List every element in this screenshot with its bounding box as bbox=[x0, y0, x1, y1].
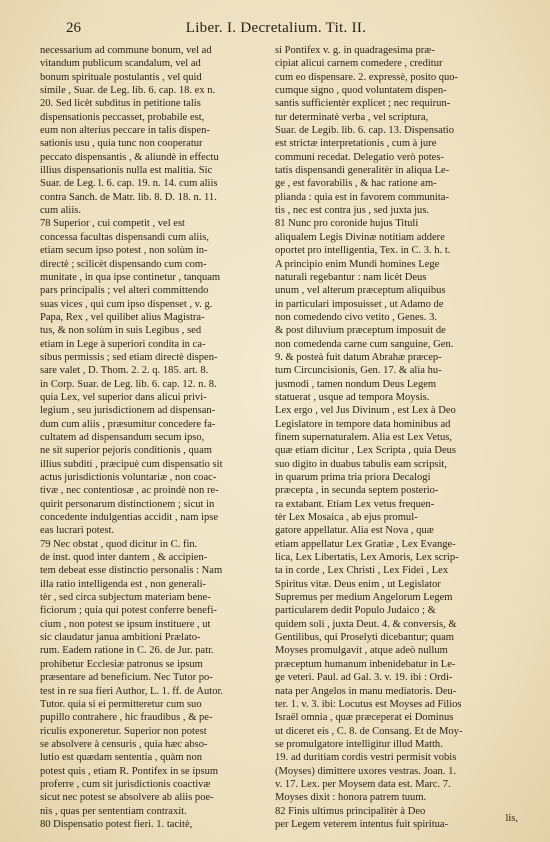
text-line: test in re sua fieri Author, L. 1. ff. de Autor. bbox=[40, 685, 224, 697]
text-line: quæ etiam dicitur , Lex Scripta , quia Deus bbox=[275, 445, 457, 457]
text-line: in particulari imposuisset , ut Adamo de bbox=[275, 298, 444, 310]
text-line: directè ; scilicèt dispensando cum com- bbox=[40, 258, 207, 270]
text-line: etiam appellatur Lex Gratiæ , Lex Evange- bbox=[275, 538, 456, 550]
text-line: Suar. de Leg. l. 6. cap. 19. n. 14. cum aliis bbox=[40, 178, 218, 190]
text-line: naturali regebantur : nam licèt Deus bbox=[275, 271, 427, 283]
text-line: tivæ , nec contentiosæ , ac proindè non re- bbox=[40, 485, 219, 497]
text-line: se absolvere à censuris , quia hæc abso- bbox=[40, 738, 208, 750]
text-line: gatore appellatur. Alia est Nova , quæ bbox=[275, 525, 434, 537]
text-line: sare valet , D. Thom. 2. 2. q. 185. art. 8. bbox=[40, 365, 209, 377]
text-line: præsentare ad beneficium. Nec Tutor po- bbox=[40, 672, 213, 684]
text-line: oportet pro intelligentia, Tex. in C. 3. h. t. bbox=[275, 245, 451, 257]
text-line: lutio est quædam sententia , quàm non bbox=[40, 752, 202, 764]
text-line: contra Sanch. de Matr. lib. 8. D. 18. n. 11. bbox=[40, 191, 217, 203]
text-line: eas lucrari potest. bbox=[40, 525, 115, 537]
page-number: 26 bbox=[66, 20, 81, 36]
text-line: etiam secum ipso potest , non solùm in- bbox=[40, 245, 208, 257]
text-line: 80 Dispensatio potest fieri. 1. tacitè, bbox=[40, 818, 193, 830]
text-line: proferre , cum sit jurisdictionis coactivæ bbox=[40, 778, 211, 790]
text-line: vitandum publicum scandalum, vel ad bbox=[40, 58, 201, 70]
text-line: riculis exponeretur. Superior non potest bbox=[40, 725, 207, 737]
text-line: peccato dispensantis , & aliundè in effectu bbox=[40, 151, 219, 163]
text-line: Moyses dixit : honora patrem tuum. bbox=[275, 792, 427, 804]
text-line: non comedendo civo vetito , Genes. 3. bbox=[275, 311, 437, 323]
text-line: cum aliis. bbox=[40, 205, 82, 217]
text-line: concedente indulgentias accidit , nam ipse bbox=[40, 512, 219, 524]
text-line: dispensationis peccasset, probabile est, bbox=[40, 111, 205, 123]
text-line: v. 17. Lex. per Moysem data est. Marc. 7. bbox=[275, 778, 451, 790]
text-line: simile , Suar. de Leg. lib. 6. cap. 18. ex n. bbox=[40, 85, 216, 97]
text-line: tèr , sed circa subjectum materiam bene- bbox=[40, 592, 211, 604]
text-line: actus jurisdictionis voluntariæ , non coac- bbox=[40, 472, 217, 483]
text-line: etiam in Lege à superiori condita in ca- bbox=[40, 338, 206, 350]
page-header bbox=[28, 20, 524, 40]
text-line: illius subditi , præcipuè cum dispensatio sit bbox=[40, 458, 223, 470]
text-line: se promulgatore intelligitur illud Matth. bbox=[275, 738, 443, 750]
text-line: rum. Eadem ratione in C. 26. de Jur. patr. bbox=[40, 645, 214, 657]
text-line: per Legem veterem intentus fuit spiritua- bbox=[275, 818, 449, 830]
text-line: 82 Finis ultimus principalitèr à Deo bbox=[275, 805, 426, 817]
text-line: 20. Sed licèt subditus in petitione talis bbox=[40, 98, 201, 110]
text-line: aliqualem Legis Divinæ notitiam addere bbox=[275, 231, 445, 243]
text-line: 79 Nec obstat , quod dicitur in C. fin. bbox=[40, 538, 198, 550]
text-line: pars principalis ; vel alteri committendo bbox=[40, 285, 209, 297]
text-line: nis , quas per sententiam contraxit. bbox=[40, 805, 187, 817]
text-line: cultatem ad dispensandum secum ipso, bbox=[40, 431, 205, 443]
text-line: quidem soli , juxta Deut. 4. & conversis, & bbox=[275, 618, 457, 630]
text-line: sibus permissis ; sed etiam directè dispen- bbox=[40, 351, 218, 363]
text-line: cium , non potest se ipsum instituere , ut bbox=[40, 618, 211, 630]
text-line: tèr Lex Mosaica , ab ejus promul- bbox=[275, 512, 418, 524]
text-line: illius dispensationis nulla est malitia. Sic bbox=[40, 165, 213, 177]
text-line: suas vices , qui cum ipso dispenset , v. g. bbox=[40, 298, 213, 310]
text-line: bonum spirituale postulantis , vel quid bbox=[40, 71, 202, 83]
running-title: Liber. I. Decretalium. Tit. II. bbox=[185, 20, 367, 36]
text-line: cumque signo , quod voluntatem dispen- bbox=[275, 85, 447, 97]
left-text-column bbox=[40, 44, 275, 831]
text-line: & post diluvium præceptum imposuit de bbox=[275, 325, 446, 337]
text-line: cipiat alicui carnem comedere , creditur bbox=[275, 58, 443, 70]
text-line: (Moyses) dimittere uxores vestras. Joan. 1. bbox=[275, 765, 457, 777]
text-line: sic claudatur janua ambitioni Prælato- bbox=[40, 632, 201, 644]
text-line: ra extabant. Etiam Lex vetus frequen- bbox=[275, 498, 435, 510]
text-line: santis sufficientèr explicet ; nec requirun- bbox=[275, 98, 451, 110]
text-line: Papa, Rex , vel quilibet alius Magistra- bbox=[40, 311, 205, 323]
text-line: ta in corde , Lex Christi , Lex Fidei , Lex bbox=[275, 565, 449, 577]
text-line: in Corp. Suar. de Leg. lib. 6. cap. 12. n. 8. bbox=[40, 378, 217, 390]
text-line: legium , seu jurisdictionem ad dispensan- bbox=[40, 405, 216, 417]
text-line: prohibetur Ecclesiæ patronus se ipsum bbox=[40, 658, 203, 670]
text-line: est strictæ interpretationis , cum à jure bbox=[275, 138, 437, 150]
right-text-column bbox=[275, 44, 523, 831]
text-line: concessa facultas dispensandi cum aliis, bbox=[40, 231, 209, 243]
text-line: communi recedat. Delegatio verò potes- bbox=[275, 151, 444, 163]
text-line: Gentilibus, qui Proselyti dicebantur; quam bbox=[275, 632, 454, 644]
text-line: nata per Angelos in manu mediatoris. Deu- bbox=[275, 685, 457, 697]
text-line: Lex ergo , vel Jus Divinum , est Lex à Deo bbox=[275, 405, 456, 417]
text-line: sationis usu , quia tunc non cooperatur bbox=[40, 138, 203, 150]
text-line: ter. 1. v. 3. ibi: Locutus est Moyses ad Filios bbox=[275, 698, 462, 710]
text-line: Legislatore in tempore data hominibus ad bbox=[275, 418, 451, 430]
text-line: Israël omnia , quæ præceperat ei Dominus bbox=[275, 712, 454, 724]
text-line: 9. & posteà fuit datum Abrahæ præcep- bbox=[275, 351, 442, 363]
text-line: quia Lex, vel superior dans alicui privi- bbox=[40, 391, 207, 403]
text-line: quirit personarum distinctionem ; sicut in bbox=[40, 498, 215, 510]
text-line: Tutor. quia si ei permitteretur cum suo bbox=[40, 698, 202, 710]
catchword: lis, bbox=[505, 813, 518, 824]
text-line: munitate , in qua ipse continetur , tanquam bbox=[40, 271, 221, 283]
text-line: illa ratio intelligenda est , non generali- bbox=[40, 578, 207, 590]
text-line: Supremus per medium Angelorum Legem bbox=[275, 592, 453, 604]
text-line: tus, & non solùm in suis Legibus , sed bbox=[40, 325, 202, 337]
text-line: si Pontifex v. g. in quadragesima præ- bbox=[275, 45, 435, 56]
text-line: necessarium ad commune bonum, vel ad bbox=[40, 45, 212, 56]
text-line: plianda : quia est in favorem communita- bbox=[275, 191, 449, 203]
text-line: 81 Nunc pro coronide hujus Tituli bbox=[275, 218, 419, 230]
text-line: 19. ad duritiam cordis vestri permisit vobis bbox=[275, 752, 457, 764]
text-line: A principio enim Mundi homines Lege bbox=[275, 258, 440, 270]
text-line: tur determinatè verba , vel scriptura, bbox=[275, 111, 429, 123]
text-line: cum eo dispensare. 2. expressè, posito quo- bbox=[275, 71, 459, 83]
text-line: tem debeat esse distinctio personalis : Nam bbox=[40, 565, 223, 577]
text-line: tatis dispensandi generalitèr in aliqua Le- bbox=[275, 165, 450, 177]
text-line: particularem dedit Populo Judaico ; & bbox=[275, 605, 436, 617]
text-line: non comedenda carne cum sanguine, Gen. bbox=[275, 338, 454, 350]
text-line: dum cum aliis , præsumitur concedere fa- bbox=[40, 418, 216, 430]
text-line: potest quis , etiam R. Pontifex in se ipsum bbox=[40, 765, 219, 777]
text-line: unum , vel alterum præceptum aliquibus bbox=[275, 285, 446, 297]
text-line: lica, Lex Libertatis, Lex Amoris, Lex scrip- bbox=[275, 552, 459, 564]
text-line: ut diceret eis , C. 8. de Consang. Et de Moy- bbox=[275, 725, 463, 737]
text-line: ge veteri. Paul. ad Gal. 3. v. 19. ibi : Ordi- bbox=[275, 672, 453, 684]
text-line: in quarum prima tria priora Decalogi bbox=[275, 472, 431, 483]
text-line: suo digito in duabus tabulis eam scripsit, bbox=[275, 458, 447, 470]
text-line: Suar. de Legib. lib. 6. cap. 13. Dispensatio bbox=[275, 125, 454, 137]
text-line: ficiorum ; quia qui potest conferre benefi- bbox=[40, 605, 217, 617]
text-line: de inst. quod inter dantem , & accipien- bbox=[40, 552, 208, 564]
text-line: ne sit superior pejoris conditionis , quam bbox=[40, 445, 212, 457]
text-line: Moyses promulgavit , atque adeò nullum bbox=[275, 645, 448, 657]
text-line: 78 Superior , cui competit , vel est bbox=[40, 218, 185, 230]
text-line: statuerat , usque ad tempora Moysis. bbox=[275, 391, 430, 403]
text-line: præcepta , in secunda septem posterio- bbox=[275, 485, 439, 497]
text-line: sicut nec potest se absolvere ab aliis poe- bbox=[40, 792, 214, 804]
text-line: præceptum humanum inbenidebatur in Le- bbox=[275, 658, 456, 670]
text-line: jusmodi , tamen nondum Deus Legem bbox=[275, 378, 437, 390]
text-line: eum non alterius peccare in talis dispen- bbox=[40, 125, 210, 137]
text-line: pupillo contrahere , hic fraudibus , & pe- bbox=[40, 712, 213, 724]
text-line: Spiritus vitæ. Deus enim , ut Legislator bbox=[275, 578, 441, 590]
text-line: ge , est favorabilis , & hac ratione am- bbox=[275, 178, 437, 190]
text-line: tis , nec est contra jus , sed juxta jus. bbox=[275, 205, 430, 217]
text-line: finem supernaturalem. Alia est Lex Vetus, bbox=[275, 431, 453, 443]
text-line: tum Circuncisionis, Gen. 17. & alia hu- bbox=[275, 365, 442, 377]
